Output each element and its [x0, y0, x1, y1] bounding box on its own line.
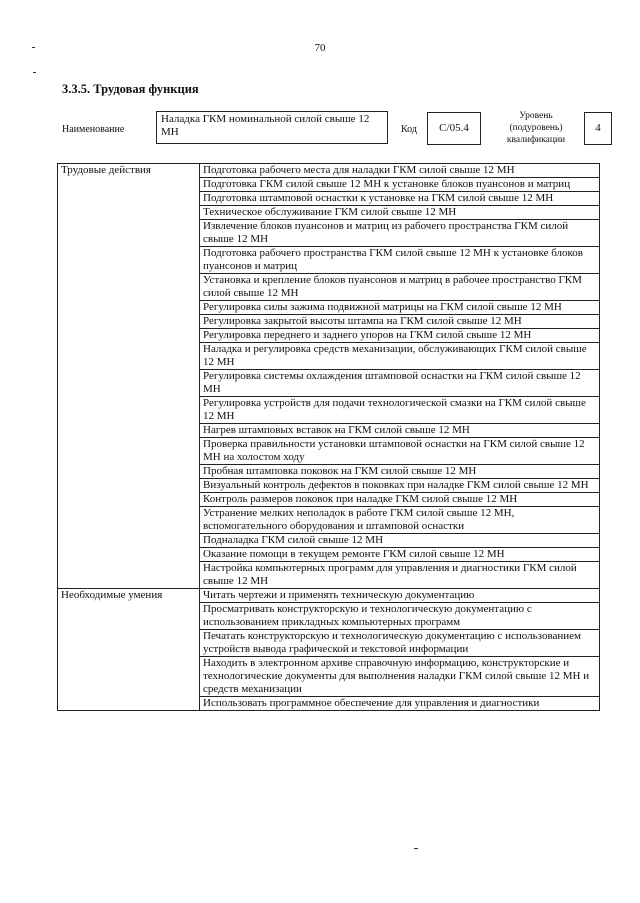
table-row	[58, 589, 600, 603]
table-cell-item: Подготовка рабочего места для наладки ГКМ силой свыше 12 МН	[200, 164, 600, 178]
table-cell-item: Проверка правильности установки штамповой оснастки на ГКМ силой свыше 12 МН на холостом ходу	[200, 438, 600, 465]
table-cell-item: Установка и крепление блоков пуансонов и матриц в рабочее пространство ГКМ силой свыше 12 МН	[200, 274, 600, 301]
table-cell-item: Подготовка рабочего пространства ГКМ силой свыше 12 МН к установке блоков пуансонов и матриц	[200, 247, 600, 274]
table-cell-item: Регулировка устройств для подачи технологической смазки на ГКМ силой свыше 12 МН	[200, 397, 600, 424]
table-row	[58, 164, 600, 178]
table-cell-item: Техническое обслуживание ГКМ силой свыше 12 МН	[200, 206, 600, 220]
scan-mark	[414, 848, 418, 849]
table-cell-item: Читать чертежи и применять техническую документацию	[200, 589, 600, 603]
table-cell-item: Подналадка ГКМ силой свыше 12 МН	[200, 534, 600, 548]
table-cell-item: Подготовка штамповой оснастки к установке на ГКМ силой свыше 12 МН	[200, 192, 600, 206]
level-label: Уровень (подуровень) квалификации	[506, 111, 566, 145]
name-value: Наладка ГКМ номинальной силой свыше 12 МН	[156, 111, 388, 144]
section-title: 3.3.5. Трудовая функция	[62, 82, 199, 96]
level-value: 4	[584, 112, 612, 145]
section-label: Необходимые умения	[58, 589, 200, 711]
code-value: C/05.4	[427, 112, 481, 145]
table-cell-item: Просматривать конструкторскую и технологическую документацию с использованием прикладных компьютерных программ	[200, 603, 600, 630]
table-cell-item: Нагрев штамповых вставок на ГКМ силой свыше 12 МН	[200, 424, 600, 438]
table-cell-item: Регулировка силы зажима подвижной матрицы на ГКМ силой свыше 12 МН	[200, 301, 600, 315]
table-cell-item: Подготовка ГКМ силой свыше 12 МН к установке блоков пуансонов и матриц	[200, 178, 600, 192]
name-label: Наименование	[62, 124, 125, 135]
table-cell-item: Настройка компьютерных программ для управления и диагностики ГКМ силой свыше 12 МН	[200, 562, 600, 589]
table-cell-item: Находить в электронном архиве справочную информацию, конструкторские и технологические документы для выполнения наладки ГКМ силой свыше 12 МН и средств механизации	[200, 657, 600, 697]
table-cell-item: Устранение мелких неполадок в работе ГКМ силой свыше 12 МН, вспомогательного оборудования и штамповой оснастки	[200, 507, 600, 534]
scan-mark	[32, 47, 35, 48]
table-cell-item: Визуальный контроль дефектов в поковках при наладке ГКМ силой свыше 12 МН	[200, 479, 600, 493]
section-label: Трудовые действия	[58, 164, 200, 589]
table-cell-item: Регулировка закрытой высоты штампа на ГКМ силой свыше 12 МН	[200, 315, 600, 329]
labor-function-table	[57, 163, 600, 711]
table-cell-item: Пробная штамповка поковок на ГКМ силой свыше 12 МН	[200, 465, 600, 479]
table-cell-item: Извлечение блоков пуансонов и матриц из рабочего пространства ГКМ силой свыше 12 МН	[200, 220, 600, 247]
table-cell-item: Регулировка переднего и заднего упоров на ГКМ силой свыше 12 МН	[200, 329, 600, 343]
table-cell-item: Использовать программное обеспечение для управления и диагностики	[200, 697, 600, 711]
page-number: 70	[314, 42, 326, 54]
scan-mark	[33, 72, 36, 73]
table-cell-item: Наладка и регулировка средств механизации, обслуживающих ГКМ силой свыше 12 МН	[200, 343, 600, 370]
code-label: Код	[401, 124, 417, 135]
table-cell-item: Контроль размеров поковок при наладке ГКМ силой свыше 12 МН	[200, 493, 600, 507]
table-cell-item: Оказание помощи в текущем ремонте ГКМ силой свыше 12 МН	[200, 548, 600, 562]
table-cell-item: Регулировка системы охлаждения штамповой оснастки на ГКМ силой свыше 12 МН	[200, 370, 600, 397]
table-cell-item: Печатать конструкторскую и технологическую документацию с использованием устройств вывода графической и текстовой информации	[200, 630, 600, 657]
